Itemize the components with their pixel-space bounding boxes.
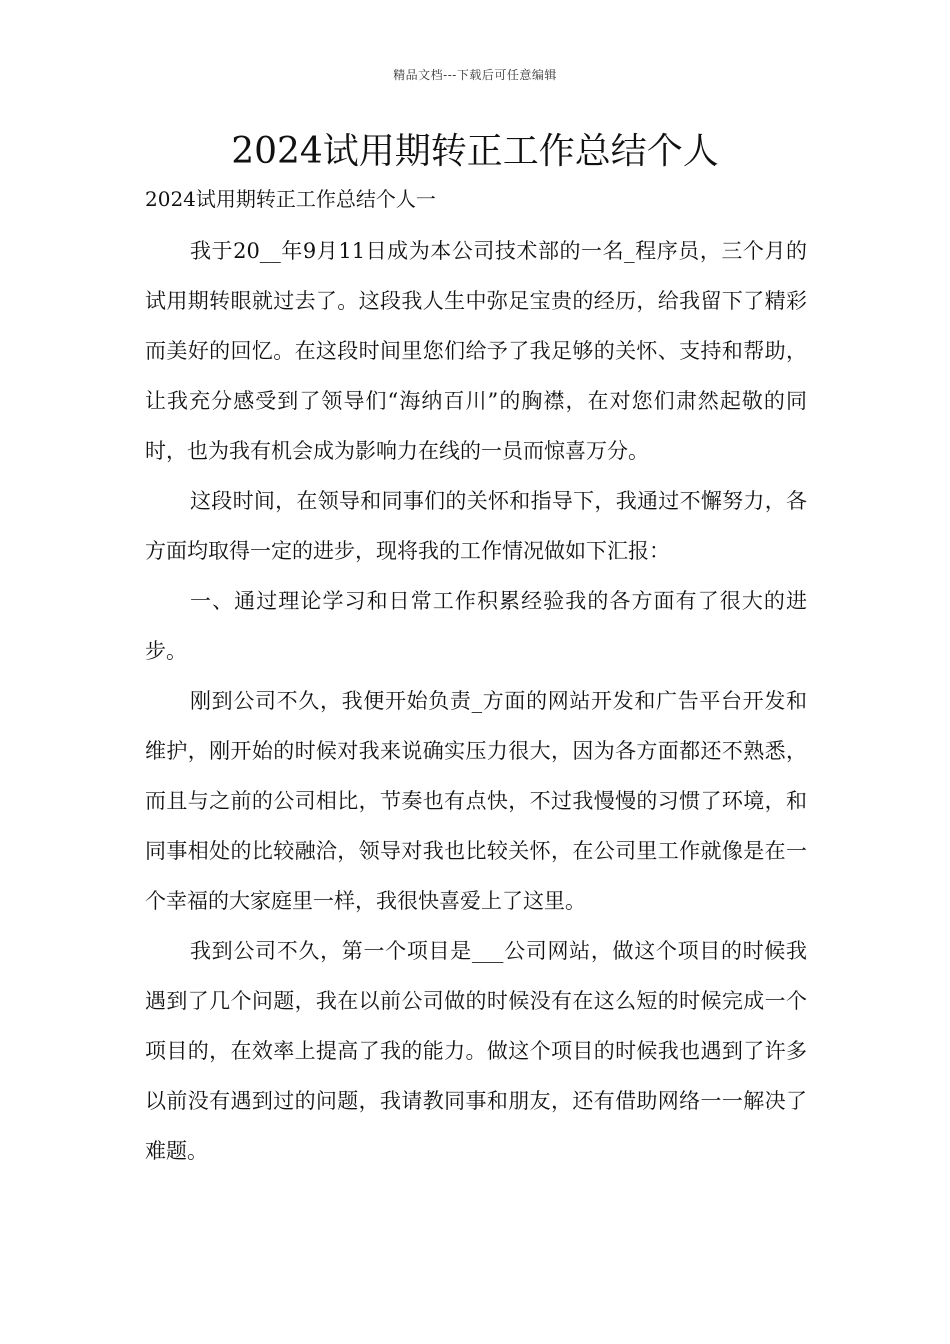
paragraph: 我于20__年9月11日成为本公司技术部的一名_程序员，三个月的试用期转眼就过去了。这段我人生中弥足宝贵的经历，给我留下了精彩而美好的回忆。在这段时间里您们给予了我足够的关怀、支持和帮助，让我充分感受到了领导们“海纳百川”的胸襟，在对您们肃然起敬的同时，也为我有机会成为影响力在线的一员而惊喜万分。	[145, 239, 807, 463]
document-title: 2024试用期转正工作总结个人	[231, 131, 719, 172]
body-text	[145, 226, 807, 1176]
section-subtitle: 2024试用期转正工作总结个人一	[145, 187, 436, 211]
section-heading: 一、通过理论学习和日常工作积累经验我的各方面有了很大的进步。	[145, 589, 807, 663]
paragraph: 刚到公司不久，我便开始负责_方面的网站开发和广告平台开发和维护，刚开始的时候对我来说确实压力很大，因为各方面都还不熟悉，而且与之前的公司相比，节奏也有点快，不过我慢慢的习惯了环境，和同事相处的比较融洽，领导对我也比较关怀，在公司里工作就像是在一个幸福的大家庭里一样，我很快喜爱上了这里。	[145, 689, 807, 913]
header-note: 精品文档---下载后可任意编辑	[393, 68, 557, 82]
paragraph: 我到公司不久，第一个项目是___公司网站，做这个项目的时候我遇到了几个问题，我在以前公司做的时候没有在这么短的时候完成一个项目的，在效率上提高了我的能力。做这个项目的时候我也遇到了许多以前没有遇到过的问题，我请教同事和朋友，还有借助网络一一解决了难题。	[145, 939, 807, 1163]
paragraph: 这段时间，在领导和同事们的关怀和指导下，我通过不懈努力，各方面均取得一定的进步，现将我的工作情况做如下汇报：	[145, 489, 807, 563]
